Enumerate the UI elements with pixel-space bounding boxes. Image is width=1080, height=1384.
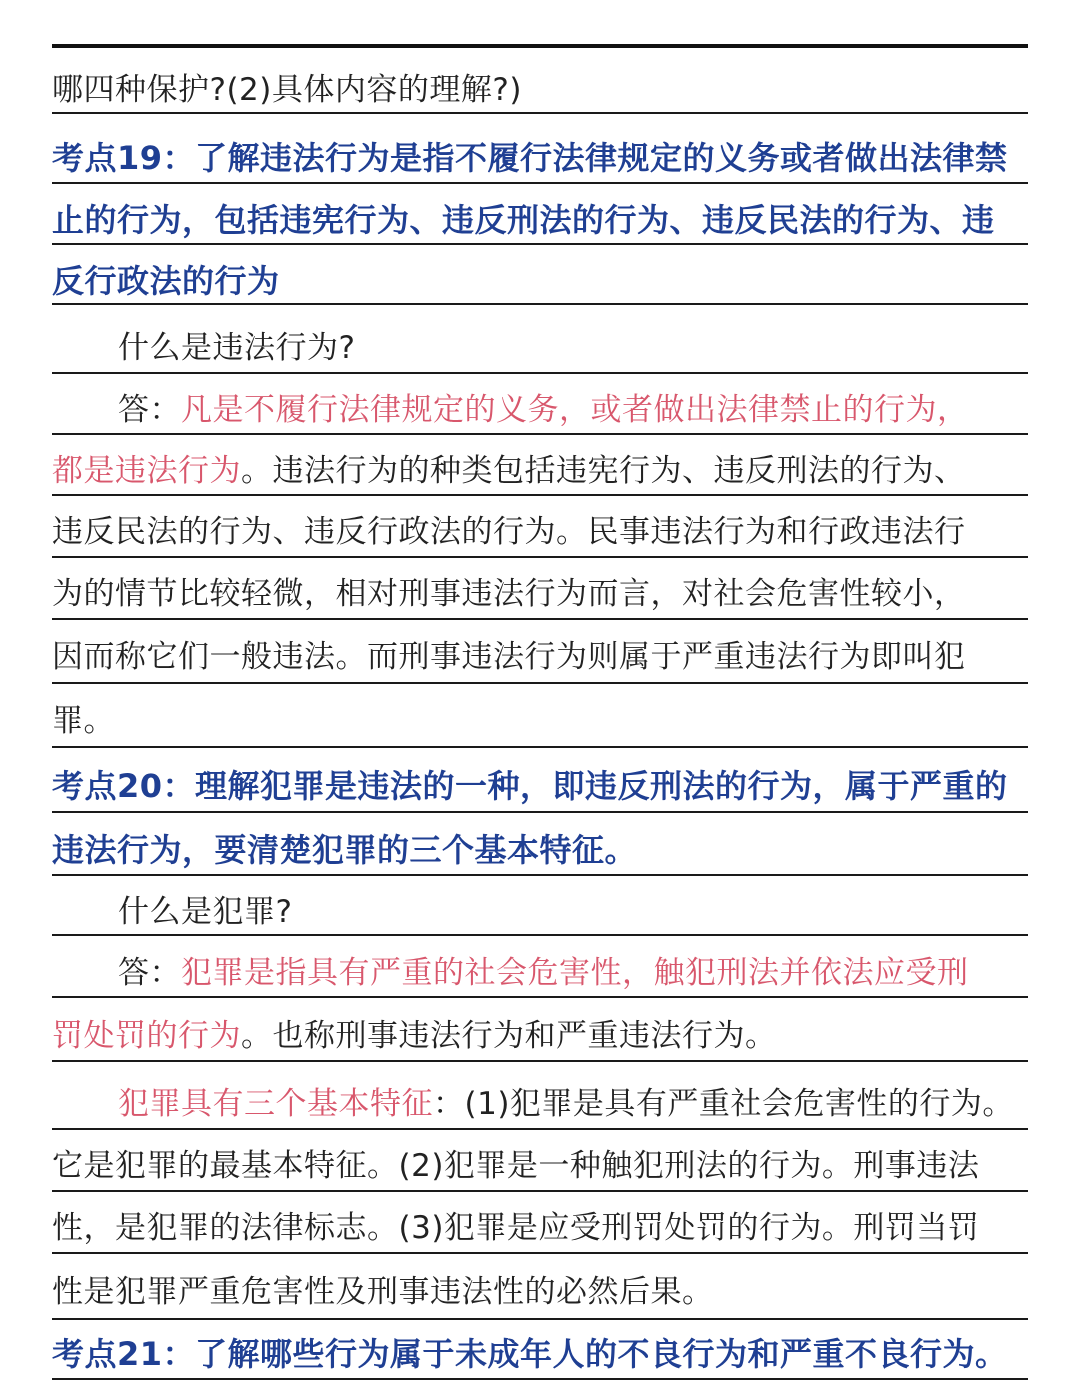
heading-kaodian-19-cont: 止的行为，包括违宪行为、违反刑法的行为、违反民法的行为、违 <box>52 201 995 239</box>
answer-label: 答： <box>118 955 181 991</box>
body-text: 性是犯罪严重危害性及刑事违法性的必然后果。 <box>52 1274 714 1310</box>
question-text: 什么是违法行为? <box>118 330 356 366</box>
ruled-line <box>52 618 1028 620</box>
body-text: ：(1)犯罪是具有严重社会危害性的行为。 <box>433 1086 1014 1122</box>
body-text: 性，是犯罪的法律标志。(3)犯罪是应受刑罚处罚的行为。刑罚当罚 <box>52 1210 980 1246</box>
body-text: 。也称刑事违法行为和严重违法行为。 <box>241 1018 777 1054</box>
ruled-line <box>52 682 1028 684</box>
features-line <box>118 1084 1032 1124</box>
top-rule <box>52 44 1028 48</box>
body-text: 罪。 <box>52 703 115 739</box>
ruled-line <box>52 874 1028 876</box>
body-text: 为的情节比较轻微，相对刑事违法行为而言，对社会危害性较小， <box>52 576 966 612</box>
answer-line <box>118 390 1032 430</box>
ruled-line <box>52 1060 1028 1062</box>
features-label: 犯罪具有三个基本特征 <box>118 1086 433 1122</box>
answer-definition-end: 都是违法行为 <box>52 453 241 489</box>
ruled-line <box>52 1190 1028 1192</box>
body-text: 它是犯罪的最基本特征。(2)犯罪是一种触犯刑法的行为。刑事违法 <box>52 1148 980 1184</box>
answer-definition: 凡是不履行法律规定的义务，或者做出法律禁止的行为， <box>181 392 969 428</box>
ruled-line <box>52 182 1028 184</box>
ruled-line <box>52 433 1028 435</box>
heading-kaodian-19: 考点19：了解违法行为是指不履行法律规定的义务或者做出法律禁 <box>52 139 1008 177</box>
body-text: 因而称它们一般违法。而刑事违法行为则属于严重违法行为即叫犯 <box>52 639 966 675</box>
ruled-line <box>52 494 1028 496</box>
ruled-line <box>52 746 1028 748</box>
ruled-line <box>52 243 1028 245</box>
ruled-line <box>52 1378 1028 1380</box>
answer-line <box>52 1016 1032 1056</box>
heading-kaodian-21: 考点21：了解哪些行为属于未成年人的不良行为和严重不良行为。 <box>52 1335 1008 1373</box>
answer-line <box>52 451 1032 491</box>
ruled-line <box>52 112 1028 114</box>
answer-definition: 犯罪是指具有严重的社会危害性，触犯刑法并依法应受刑 <box>181 955 969 991</box>
heading-kaodian-19-cont: 反行政法的行为 <box>52 262 280 300</box>
ruled-line <box>52 556 1028 558</box>
ruled-line <box>52 372 1028 374</box>
ruled-line <box>52 811 1028 813</box>
heading-kaodian-20-cont: 违法行为，要清楚犯罪的三个基本特征。 <box>52 831 638 869</box>
ruled-line <box>52 934 1028 936</box>
answer-line <box>118 953 1032 993</box>
ruled-line <box>52 996 1028 998</box>
ruled-line <box>52 1128 1028 1130</box>
question-text: 什么是犯罪? <box>118 894 293 930</box>
ruled-line <box>52 1318 1028 1320</box>
answer-label: 答： <box>118 392 181 428</box>
body-text: 违反民法的行为、违反行政法的行为。民事违法行为和行政违法行 <box>52 514 966 550</box>
ruled-line <box>52 303 1028 305</box>
heading-kaodian-20: 考点20：理解犯罪是违法的一种，即违反刑法的行为，属于严重的 <box>52 767 1008 805</box>
body-text: 。违法行为的种类包括违宪行为、违反刑法的行为、 <box>241 453 966 489</box>
answer-definition-end: 罚处罚的行为 <box>52 1018 241 1054</box>
ruled-line <box>52 1252 1028 1254</box>
text-line: 哪四种保护?(2)具体内容的理解?) <box>52 72 522 108</box>
